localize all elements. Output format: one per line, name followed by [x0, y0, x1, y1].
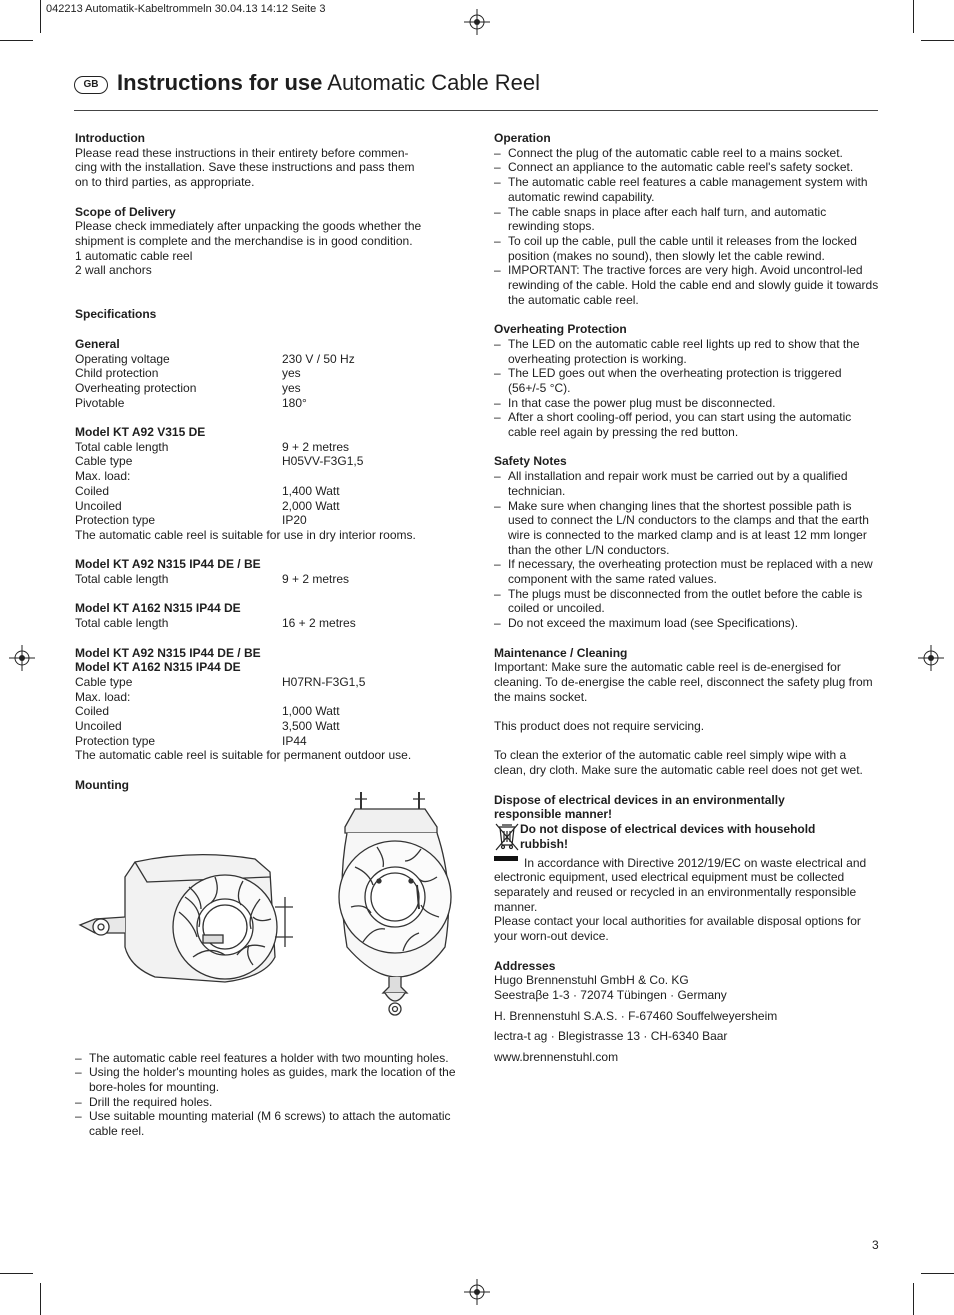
- intro-line: cing with the installation. Save these instructions and pass them: [75, 160, 415, 175]
- spec-key: Coiled: [75, 483, 110, 498]
- list-item: – Make sure when changing lines that the shortest possible path is used to connect the L/N conductors to the clamps and that the earth wire is connected to the marked clamp and is at least 12 mm longer than the other L/N conductors.: [494, 499, 880, 558]
- list-item: – Do not exceed the maximum load (see Specifications).: [494, 616, 880, 631]
- list-item: – In that case the power plug must be disconnected.: [494, 396, 880, 411]
- scope-line: Please check immediately after unpacking the goods whether the: [75, 219, 422, 234]
- crop-mark: [921, 40, 954, 41]
- crop-mark: [0, 40, 33, 41]
- list-item: – IMPORTANT: The tractive forces are very high. Avoid uncontrol-led rewinding of the cable. Hold the cable end and slowly guide it towards the automatic cable reel.: [494, 263, 880, 307]
- safety-heading: Safety Notes: [494, 454, 567, 469]
- model-heading: Model KT A92 N315 IP44 DE / BE: [75, 557, 261, 572]
- spec-key: Operating voltage: [75, 351, 170, 366]
- mounting-list: [75, 1051, 457, 1139]
- spec-key: Cable type: [75, 674, 133, 689]
- address-line: Hugo Brennenstuhl GmbH & Co. KG: [494, 973, 689, 988]
- page-title: [117, 70, 540, 96]
- model-heading: Model KT A92 N315 IP44 DE / BE: [75, 645, 261, 660]
- list-item: – The cable snaps in place after each half turn, and automatic rewinding stops.: [494, 205, 880, 234]
- list-item: – The LED on the automatic cable reel lights up red to show that the overheating protection is working.: [494, 337, 880, 366]
- spec-row: [75, 454, 457, 469]
- spec-value: [282, 690, 457, 705]
- spec-value: 9 + 2 metres: [282, 572, 350, 587]
- spec-key: Total cable length: [75, 616, 169, 631]
- model-heading: Model KT A162 N315 IP44 DE: [75, 660, 241, 675]
- spec-key: Overheating protection: [75, 380, 197, 395]
- spec-row: [75, 366, 457, 381]
- list-item: – After a short cooling-off period, you can start using the automatic cable reel again by pressing the red button.: [494, 410, 880, 439]
- spec-value: 16 + 2 metres: [282, 616, 356, 631]
- spec-key: Max. load:: [75, 689, 131, 704]
- crop-mark: [913, 0, 914, 33]
- print-slug: 042213 Automatik-Kabeltrommeln 30.04.13 14:12 Seite 3: [46, 3, 326, 15]
- spec-row: [75, 352, 457, 367]
- spec-row: [75, 396, 457, 411]
- spec-value: IP20: [282, 513, 307, 528]
- dispose-paragraph: In accordance with Directive 2012/19/EC on waste electrical and electronic equipment, used electrical equipment must be collected separately and reused or recycled in an environmentally responsible manner.: [494, 855, 867, 914]
- spec-value: 2,000 Watt: [282, 498, 340, 513]
- crop-mark: [40, 1283, 41, 1315]
- scope-line: 1 automatic cable reel: [75, 248, 193, 263]
- left-column: [75, 131, 457, 1139]
- registration-mark-icon: [9, 645, 35, 671]
- spec-value: 3,500 Watt: [282, 719, 340, 734]
- website-link[interactable]: www.brennenstuhl.com: [494, 1050, 619, 1065]
- spec-value: yes: [282, 366, 301, 381]
- spec-value: 180°: [282, 395, 307, 410]
- model-note: The automatic cable reel is suitable for use in dry interior rooms.: [75, 527, 416, 542]
- list-item: – The plugs must be disconnected from the outlet before the cable is coiled or uncoiled.: [494, 587, 880, 616]
- dispose-warning: Do not dispose of electrical devices with household: [520, 821, 816, 836]
- general-heading: General: [75, 336, 120, 351]
- list-item: – All installation and repair work must be carried out by a qualified technician.: [494, 469, 880, 498]
- maintenance-paragraph: This product does not require servicing.: [494, 719, 705, 734]
- list-item: – The LED goes out when the overheating protection is triggered (56+/-5 °C).: [494, 366, 880, 395]
- spec-key: Total cable length: [75, 572, 169, 587]
- spec-value: 1,400 Watt: [282, 483, 340, 498]
- spec-key: Cable type: [75, 454, 133, 469]
- operation-heading: Operation: [494, 131, 551, 145]
- spec-value: H05VV-F3G1,5: [282, 454, 364, 469]
- list-item: – To coil up the cable, pull the cable until it releases from the locked position (makes no sound), then slowly let the cable rewind.: [494, 234, 880, 263]
- crop-mark: [40, 0, 41, 33]
- list-item: – The automatic cable reel features a cable management system with automatic rewind capability.: [494, 175, 880, 204]
- registration-mark-icon: [464, 9, 490, 35]
- spec-row: [75, 690, 457, 705]
- address-line: Seestraβe 1-3 · 72074 Tübingen · Germany: [494, 987, 727, 1002]
- spec-row: [75, 675, 457, 690]
- overheating-heading: Overheating Protection: [494, 322, 627, 337]
- maintenance-paragraph: To clean the exterior of the automatic cable reel simply wipe with a clean, dry cloth. Make sure the automatic cable reel does not get wet.: [494, 748, 863, 778]
- scope-line: shipment is complete and the merchandise is in good condition.: [75, 233, 413, 248]
- list-item: – If necessary, the overheating protection must be replaced with a new component with the same rated values.: [494, 557, 880, 586]
- spec-row: [75, 440, 457, 455]
- operation-list: [494, 146, 880, 308]
- spec-row: [75, 484, 457, 499]
- title-bold: Instructions for use: [117, 70, 323, 95]
- list-item: – Using the holder's mounting holes as guides, mark the location of the bore-holes for mounting.: [75, 1065, 457, 1094]
- registration-mark-icon: [464, 1279, 490, 1305]
- maintenance-heading: Maintenance / Cleaning: [494, 645, 628, 660]
- spec-value: 230 V / 50 Hz: [282, 351, 355, 366]
- spec-key: Uncoiled: [75, 719, 122, 734]
- spec-row: [75, 719, 457, 734]
- spec-value: 1,000 Watt: [282, 704, 340, 719]
- spec-key: Coiled: [75, 704, 110, 719]
- safety-list: [494, 469, 880, 631]
- list-item: – Connect the plug of the automatic cable reel to a mains socket.: [494, 146, 880, 161]
- addresses-heading: Addresses: [494, 958, 556, 973]
- language-badge: GB: [74, 76, 108, 94]
- cable-reel-illustration: [75, 797, 457, 1045]
- cable-reel-side-view: [75, 837, 300, 987]
- list-item: – Connect an appliance to the automatic cable reel's safety socket.: [494, 160, 880, 175]
- spec-value: yes: [282, 380, 301, 395]
- intro-line: Please read these instructions in their entirety before commen-: [75, 145, 409, 160]
- intro-line: on to third parties, as appropriate.: [75, 175, 255, 190]
- dispose-paragraph: Please contact your local authorities for available disposal options for your worn-out device.: [494, 914, 861, 944]
- spec-value: [282, 469, 457, 484]
- crop-mark: [0, 1273, 33, 1274]
- registration-mark-icon: [918, 645, 944, 671]
- list-item: – The automatic cable reel features a holder with two mounting holes.: [75, 1051, 457, 1066]
- page-number: 3: [872, 1238, 879, 1252]
- mounting-heading: Mounting: [75, 777, 129, 792]
- dispose-heading: Dispose of electrical devices in an environmentally: [494, 792, 785, 807]
- scope-line: 2 wall anchors: [75, 263, 152, 278]
- crop-mark: [913, 1283, 914, 1315]
- crossed-out-bin-icon: [494, 822, 520, 868]
- spec-row: [75, 469, 457, 484]
- right-column: [494, 131, 880, 1065]
- spec-value: IP44: [282, 733, 307, 748]
- dispose-warning: rubbish!: [520, 836, 568, 851]
- dispose-heading: responsible manner!: [494, 807, 613, 822]
- spec-key: Pivotable: [75, 395, 125, 410]
- spec-key: Protection type: [75, 513, 156, 528]
- spec-row: [75, 513, 457, 528]
- maintenance-paragraph: Important: Make sure the automatic cable reel is de-energised for cleaning. To de-energise the cable reel, disconnect the safety plug from the mains socket.: [494, 660, 873, 704]
- spec-key: Max. load:: [75, 469, 131, 484]
- spec-key: Uncoiled: [75, 498, 122, 513]
- page-header: [74, 70, 878, 111]
- address-line: H. Brennenstuhl S.A.S. · F-67460 Souffelweyersheim: [494, 1008, 778, 1023]
- spec-row: [75, 704, 457, 719]
- spec-row: [75, 616, 457, 631]
- list-item: – Use suitable mounting material (M 6 screws) to attach the automatic cable reel.: [75, 1109, 457, 1138]
- address-line: lectra-t ag · Blegistrasse 13 · CH-6340 Baar: [494, 1029, 728, 1044]
- list-item: – Drill the required holes.: [75, 1095, 457, 1110]
- cable-reel-front-view: [333, 787, 461, 1027]
- spec-row: [75, 499, 457, 514]
- title-rest: Automatic Cable Reel: [327, 70, 541, 95]
- spec-key: Protection type: [75, 733, 156, 748]
- spec-row: [75, 572, 457, 587]
- spec-key: Child protection: [75, 366, 159, 381]
- overheating-list: [494, 337, 880, 440]
- spec-row: [75, 734, 457, 749]
- intro-heading: Introduction: [75, 131, 145, 145]
- model-note: The automatic cable reel is suitable for permanent outdoor use.: [75, 748, 412, 763]
- model-heading: Model KT A162 N315 IP44 DE: [75, 601, 241, 616]
- spec-value: H07RN-F3G1,5: [282, 674, 366, 689]
- scope-heading: Scope of Delivery: [75, 204, 176, 219]
- spec-key: Total cable length: [75, 439, 169, 454]
- spec-row: [75, 381, 457, 396]
- spec-value: 9 + 2 metres: [282, 439, 350, 454]
- specifications-heading: Specifications: [75, 307, 157, 322]
- model-heading: Model KT A92 V315 DE: [75, 425, 206, 439]
- crop-mark: [921, 1273, 954, 1274]
